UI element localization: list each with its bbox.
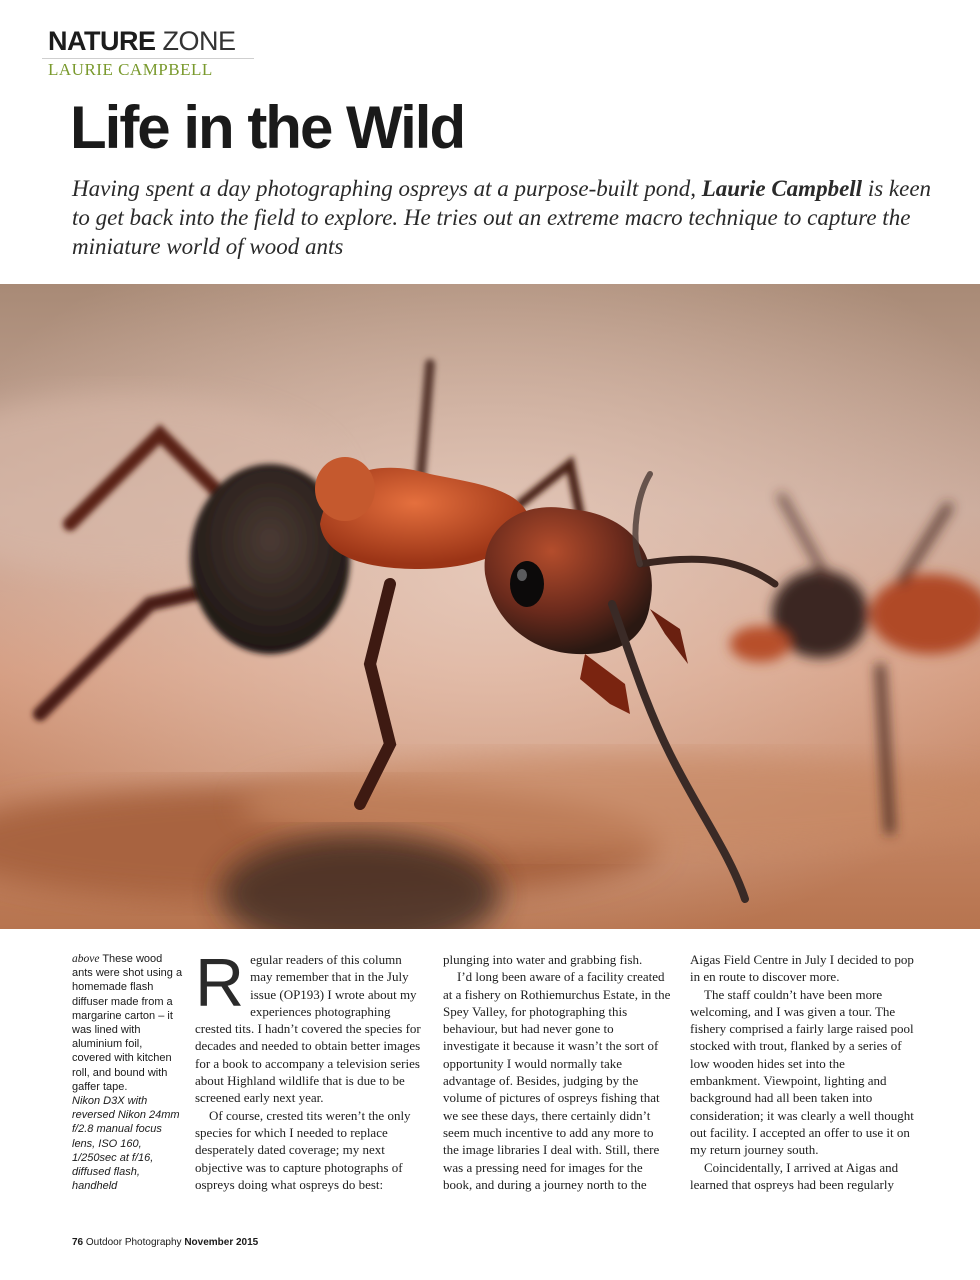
page-footer (72, 1237, 258, 1248)
body-paragraph: Of course, crested tits weren’t the only species for which I needed to replace desperately dated coverage; my next objective was to capture photographs of ospreys doing what ospreys do best: (195, 1107, 411, 1192)
ant-node (315, 457, 375, 521)
author-byline: LAURIE CAMPBELL (48, 60, 213, 79)
section-header (48, 26, 236, 56)
magazine-name: Outdoor Photography (85, 1237, 182, 1248)
section-title-bold: NATURE (48, 26, 156, 56)
caption-tech-details: Nikon D3X with reversed Nikon 24mm f/2.8 manual focus lens, ISO 160, 1/250sec at f/16, diffused flash, handheld (72, 1095, 180, 1193)
caption-text: These wood ants were shot using a homemade flash diffuser made from a margarine carton – it was lined with aluminium foil, covered with kitchen roll, and bound with gaffer tape. (72, 953, 183, 1093)
section-title (48, 26, 236, 56)
page-number: 76 (72, 1237, 84, 1248)
body-paragraph: Coincidentally, I arrived at Aigas and learned that ospreys had been regularly (690, 1159, 899, 1192)
photo-caption (72, 952, 184, 1193)
section-title-light: ZONE (162, 26, 236, 56)
standfirst-part1: Having spent a day photographing ospreys at a purpose-built pond, (72, 176, 702, 201)
section-divider (42, 58, 254, 59)
hero-photo (0, 284, 980, 929)
caption-lead: above (72, 953, 100, 965)
body-paragraph: I’d long been aware of a facility created at a fishery on Rothiemurchus Estate, in the Spey Valley, for photographing this behaviour, but had never gone to investigate it because it wasn’t the sort of opportunity I would normally take advantage of. Besides, judging by the volume of pictures of ospreys fishing that we see these days, there certainly didn’t seem much incentive to add any more to the image libraries I deal with. Still, there was a pressing need for images for the book, and during a journey north to the (443, 969, 671, 1192)
standfirst-part2: is keen to get back into the field to explore. He tries out an extreme macro technique to capture the miniature world of wood ants (72, 176, 932, 259)
standfirst (72, 174, 932, 261)
body-column-2 (443, 951, 671, 1193)
ant-eye (510, 561, 544, 607)
standfirst-author-name: Laurie Campbell (701, 176, 863, 201)
body-paragraph: The staff couldn’t have been more welcoming, and I was given a tour. The fishery comprised a fairly large raised pool stocked with trout, flanked by a series of low wooden hides set into the embankment. Viewpoint, lighting and background had all been taken into consideration; it was clearly a well thought out facility. I accepted an offer to use it on my return journey south. (690, 986, 914, 1158)
issue-date: November 2015 (184, 1237, 259, 1248)
article-title: Life in the Wild (70, 94, 465, 161)
body-column-1 (195, 945, 423, 1193)
body-paragraph: egular readers of this column may remember that in the July issue (OP193) I wrote about my experiences photographing crested tits. I hadn’t covered the species for decades and needed to obtain better images for a book to accompany a television series about Highland wildlife that is due to be screened early next year. (195, 952, 421, 1106)
drop-cap: R (195, 945, 245, 1021)
body-paragraph: plunging into water and grabbing fish. (443, 952, 643, 967)
body-column-3 (690, 951, 918, 1193)
body-paragraph: Aigas Field Centre in July I decided to pop in en route to discover more. (690, 952, 914, 985)
wood-ants-photo (0, 284, 980, 929)
